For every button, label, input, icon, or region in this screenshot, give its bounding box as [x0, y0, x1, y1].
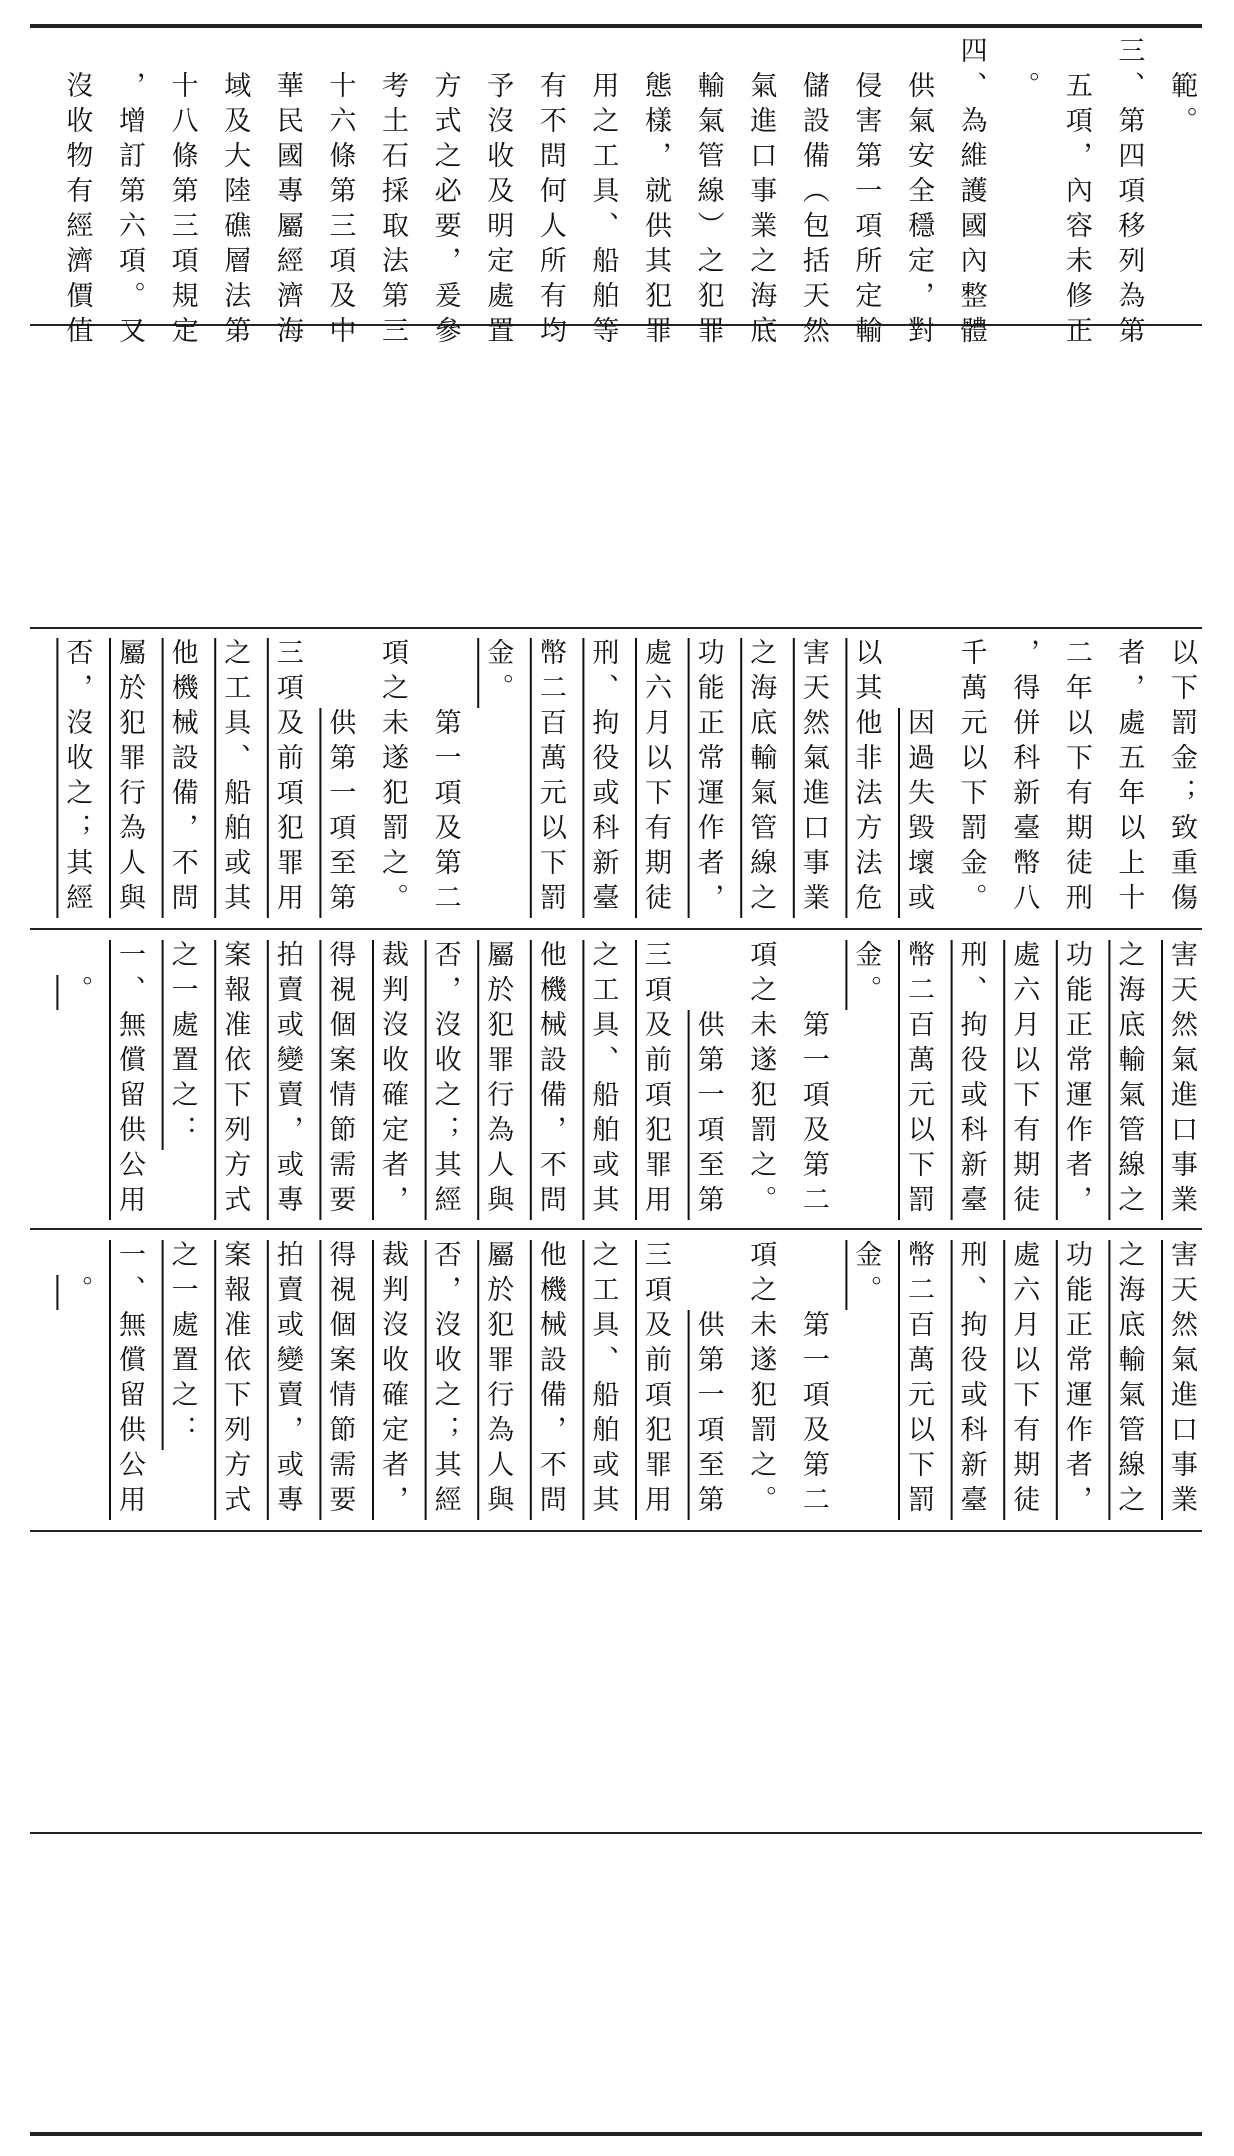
text-line	[272, 1240, 302, 1524]
text-line	[955, 638, 985, 924]
text-line	[1113, 940, 1143, 1224]
row-divider	[30, 1228, 1202, 1230]
text-line	[219, 638, 249, 924]
text-line	[61, 36, 91, 355]
text-line	[482, 638, 512, 924]
text-line-content: 三項及前項犯罪用	[271, 638, 303, 918]
text-line	[166, 1240, 196, 1524]
text-line-content: 五項，內容未修正	[1060, 71, 1092, 351]
text-line-content: 處六月以下有期徒	[640, 638, 671, 918]
text-line	[850, 36, 880, 355]
text-line-content: 沒收物有經濟價值	[61, 71, 93, 351]
text-line-content: 功能正常運作者，	[692, 638, 724, 918]
text-line-content: 否，沒收之；其經	[429, 940, 461, 1220]
text-line-content: 十八條第三項規定	[166, 71, 198, 351]
text-line-content: 一、無償留供公用	[114, 1240, 145, 1520]
text-line-content: 予沒收及明定處置	[482, 71, 514, 351]
text-line-content: 害天然氣進口事業	[797, 638, 829, 918]
text-line	[587, 940, 617, 1224]
text-line	[798, 36, 828, 355]
text-line-content: 第一項及第二	[797, 1010, 829, 1220]
text-line	[377, 940, 407, 1224]
text-line-content: 他機械設備，不問	[166, 638, 198, 918]
text-line-content: 之海底輸氣管線之	[1113, 1240, 1145, 1520]
text-line	[745, 638, 775, 924]
text-line-content: 金。	[850, 940, 882, 1010]
text-line-content: 供第一項至第	[692, 1310, 724, 1520]
row-divider	[30, 1530, 1202, 1532]
text-line-content: 方式之必要，爰參	[429, 71, 461, 351]
text-line	[1166, 940, 1196, 1224]
text-line-content: 金。	[850, 1240, 882, 1310]
text-line-content: 供氣安全穩定，對	[903, 71, 934, 351]
text-line-content: 功能正常運作者，	[1060, 940, 1092, 1220]
text-line-content: 刑、拘役或科新臺	[587, 638, 619, 918]
text-line-content: 考土石採取法第三	[377, 71, 408, 351]
text-line-content: 供第一項至第	[692, 1010, 724, 1220]
text-line-content: 得視個案情節需要	[324, 940, 356, 1220]
text-line	[798, 1240, 828, 1594]
text-line	[745, 940, 775, 1224]
text-line	[640, 638, 670, 924]
text-line-content: 之一處置之：	[166, 940, 198, 1150]
text-line	[377, 1240, 407, 1524]
text-line-content: 以下罰金；致重傷	[1166, 638, 1197, 918]
text-line	[587, 36, 617, 355]
text-line	[114, 638, 144, 924]
text-line	[1113, 638, 1143, 924]
text-line-content: 拍賣或變賣，或專	[271, 940, 303, 1220]
text-line	[903, 940, 933, 1224]
row-divider	[30, 1832, 1202, 1834]
text-line	[903, 36, 933, 355]
text-line	[1008, 638, 1038, 924]
text-line-content: 否，沒收之；其經	[61, 638, 93, 918]
text-line	[482, 1240, 512, 1524]
text-line-content: 幣二百萬元以下罰	[903, 1240, 934, 1520]
text-line-content: 侵害第一項所定輸	[850, 71, 882, 351]
text-line	[1166, 638, 1196, 924]
row-divider	[30, 928, 1202, 930]
text-line-content: 刑、拘役或科新臺	[955, 940, 987, 1220]
text-line	[429, 1240, 459, 1524]
text-line	[1061, 36, 1091, 355]
text-line	[535, 940, 565, 1224]
text-line	[1008, 940, 1038, 1224]
text-line-content: 得視個案情節需要	[324, 1240, 356, 1520]
text-line	[745, 36, 775, 355]
text-line-content: 金。	[482, 638, 514, 708]
text-line-content: 第一項及第二	[429, 708, 461, 918]
text-line-content: 輸氣管線）之犯罪	[692, 71, 724, 351]
text-line	[272, 36, 302, 355]
text-line-content: 裁判沒收確定者，	[377, 1240, 408, 1520]
text-line-content: 項之未遂犯罰之。	[745, 1240, 777, 1520]
text-line	[429, 36, 459, 355]
text-line-content: 第一項及第二	[797, 1310, 829, 1520]
text-line	[1113, 1240, 1143, 1524]
text-line-content: 處六月以下有期徒	[1008, 1240, 1040, 1520]
text-line	[903, 1240, 933, 1524]
text-line	[535, 1240, 565, 1524]
text-line-content: 幣二百萬元以下罰	[903, 940, 934, 1220]
text-line	[587, 1240, 617, 1524]
text-line	[61, 638, 91, 924]
text-line	[61, 940, 91, 1259]
text-line	[1061, 1240, 1091, 1524]
text-line-content: 功能正常運作者，	[1060, 1240, 1092, 1520]
text-line-content: 案報准依下列方式	[219, 940, 251, 1220]
text-line	[166, 638, 196, 924]
text-line-content: 之工具、船舶或其	[587, 940, 619, 1220]
text-line	[745, 1240, 775, 1524]
text-line	[377, 36, 407, 355]
text-line-content: 三項及前項犯罪用	[640, 940, 671, 1220]
text-line	[1008, 36, 1038, 355]
text-line	[272, 638, 302, 924]
text-line	[272, 940, 302, 1224]
text-line	[61, 1240, 91, 1559]
text-line	[482, 36, 512, 355]
text-line-content: 有不問何人所有均	[534, 71, 566, 351]
text-line	[1166, 1240, 1196, 1524]
text-line-content: 害天然氣進口事業	[1166, 940, 1197, 1220]
row-divider	[30, 627, 1202, 629]
text-line	[692, 1240, 722, 1594]
text-line	[640, 1240, 670, 1524]
text-line	[166, 36, 196, 355]
text-line-content: 。	[61, 1275, 93, 1310]
text-line-content: 因過失毀壞或	[903, 708, 934, 918]
text-line-content: 儲設備（包括天然	[797, 71, 829, 351]
proposed-article-text-block	[36, 1240, 1196, 1524]
text-line-content: 四、為維護國內整體	[955, 36, 987, 351]
text-line-content: 華民國專屬經濟海	[271, 71, 303, 351]
text-line-content: ，增訂第六項。又	[114, 71, 145, 351]
text-line-content: 之海底輸氣管線之	[1113, 940, 1145, 1220]
text-line	[324, 940, 354, 1224]
text-line	[114, 1240, 144, 1524]
text-line-content: 域及大陸礁層法第	[219, 71, 251, 351]
text-line-content: 害天然氣進口事業	[1166, 1240, 1197, 1520]
text-line-content: 一、無償留供公用	[114, 940, 145, 1220]
text-line	[955, 1240, 985, 1524]
text-line-content: 。	[1008, 71, 1040, 106]
text-line	[1061, 638, 1091, 924]
table-bottom-border	[30, 2132, 1202, 2136]
text-line-content: 者，處五年以上十	[1113, 638, 1145, 918]
text-line	[640, 940, 670, 1224]
table-top-border	[30, 24, 1202, 28]
text-line-content: 三、第四項移列為第	[1113, 36, 1145, 351]
text-line	[219, 940, 249, 1224]
text-line	[1008, 1240, 1038, 1524]
text-line-content: 範。	[1166, 71, 1197, 141]
text-line-content: 他機械設備，不問	[534, 940, 566, 1220]
text-line-content: 之一處置之：	[166, 1240, 198, 1450]
text-line	[429, 940, 459, 1224]
text-line-content: 刑、拘役或科新臺	[955, 1240, 987, 1520]
text-line	[1113, 36, 1145, 351]
text-line	[482, 940, 512, 1224]
text-line-content: 十六條第三項及中	[324, 71, 356, 351]
text-line-content: 幣二百萬元以下罰	[534, 638, 566, 918]
text-line-content: 三項及前項犯罪用	[640, 1240, 671, 1520]
text-line-content: 屬於犯罪行為人與	[482, 1240, 514, 1520]
text-line-content: 態樣，就供其犯罪	[640, 71, 671, 351]
text-line	[535, 638, 565, 924]
text-line-content: 案報准依下列方式	[219, 1240, 251, 1520]
current-article-text-block	[36, 638, 1196, 924]
text-line-content: 二年以下有期徒刑	[1060, 638, 1092, 918]
text-line-content: 項之未遂犯罰之。	[377, 638, 408, 918]
text-line-content: 處六月以下有期徒	[1008, 940, 1040, 1220]
text-line	[166, 940, 196, 1224]
text-line	[955, 940, 985, 1224]
text-line	[114, 940, 144, 1224]
text-line	[955, 36, 987, 351]
text-line-content: 之工具、船舶或其	[219, 638, 251, 918]
proposed-article-text-block	[36, 940, 1196, 1224]
text-line-content: 否，沒收之；其經	[429, 1240, 461, 1520]
text-line-content: 。	[61, 975, 93, 1010]
text-line	[1166, 36, 1196, 355]
text-line-content: 用之工具、船舶等	[587, 71, 619, 351]
text-line-content: 他機械設備，不問	[534, 1240, 566, 1520]
text-line	[798, 638, 828, 924]
text-line-content: 項之未遂犯罰之。	[745, 940, 777, 1220]
text-line-content: 之工具、船舶或其	[587, 1240, 619, 1520]
text-line-content: 屬於犯罪行為人與	[114, 638, 145, 918]
text-line	[219, 1240, 249, 1524]
text-line-content: 千萬元以下罰金。	[955, 638, 987, 918]
text-line	[377, 638, 407, 924]
text-line	[1061, 940, 1091, 1224]
text-line	[324, 36, 354, 355]
explanation-text-block	[36, 36, 1197, 351]
text-line	[692, 36, 722, 355]
text-line-content: 以其他非法方法危	[850, 638, 882, 918]
text-line	[324, 1240, 354, 1524]
text-line	[535, 36, 565, 355]
text-line	[640, 36, 670, 355]
text-line	[587, 638, 617, 924]
text-line-content: 屬於犯罪行為人與	[482, 940, 514, 1220]
text-line-content: 供第一項至第	[324, 708, 356, 918]
text-line-content: ，得併科新臺幣八	[1008, 638, 1040, 918]
text-line-content: 氣進口事業之海底	[745, 71, 777, 351]
text-line	[850, 638, 880, 924]
text-line	[692, 638, 722, 924]
text-line	[219, 36, 249, 355]
text-line-content: 拍賣或變賣，或專	[271, 1240, 303, 1520]
text-line-content: 裁判沒收確定者，	[377, 940, 408, 1220]
text-line	[850, 1240, 880, 1524]
text-line	[114, 36, 144, 355]
text-line	[850, 940, 880, 1224]
text-line-content: 之海底輸氣管線之	[745, 638, 777, 918]
